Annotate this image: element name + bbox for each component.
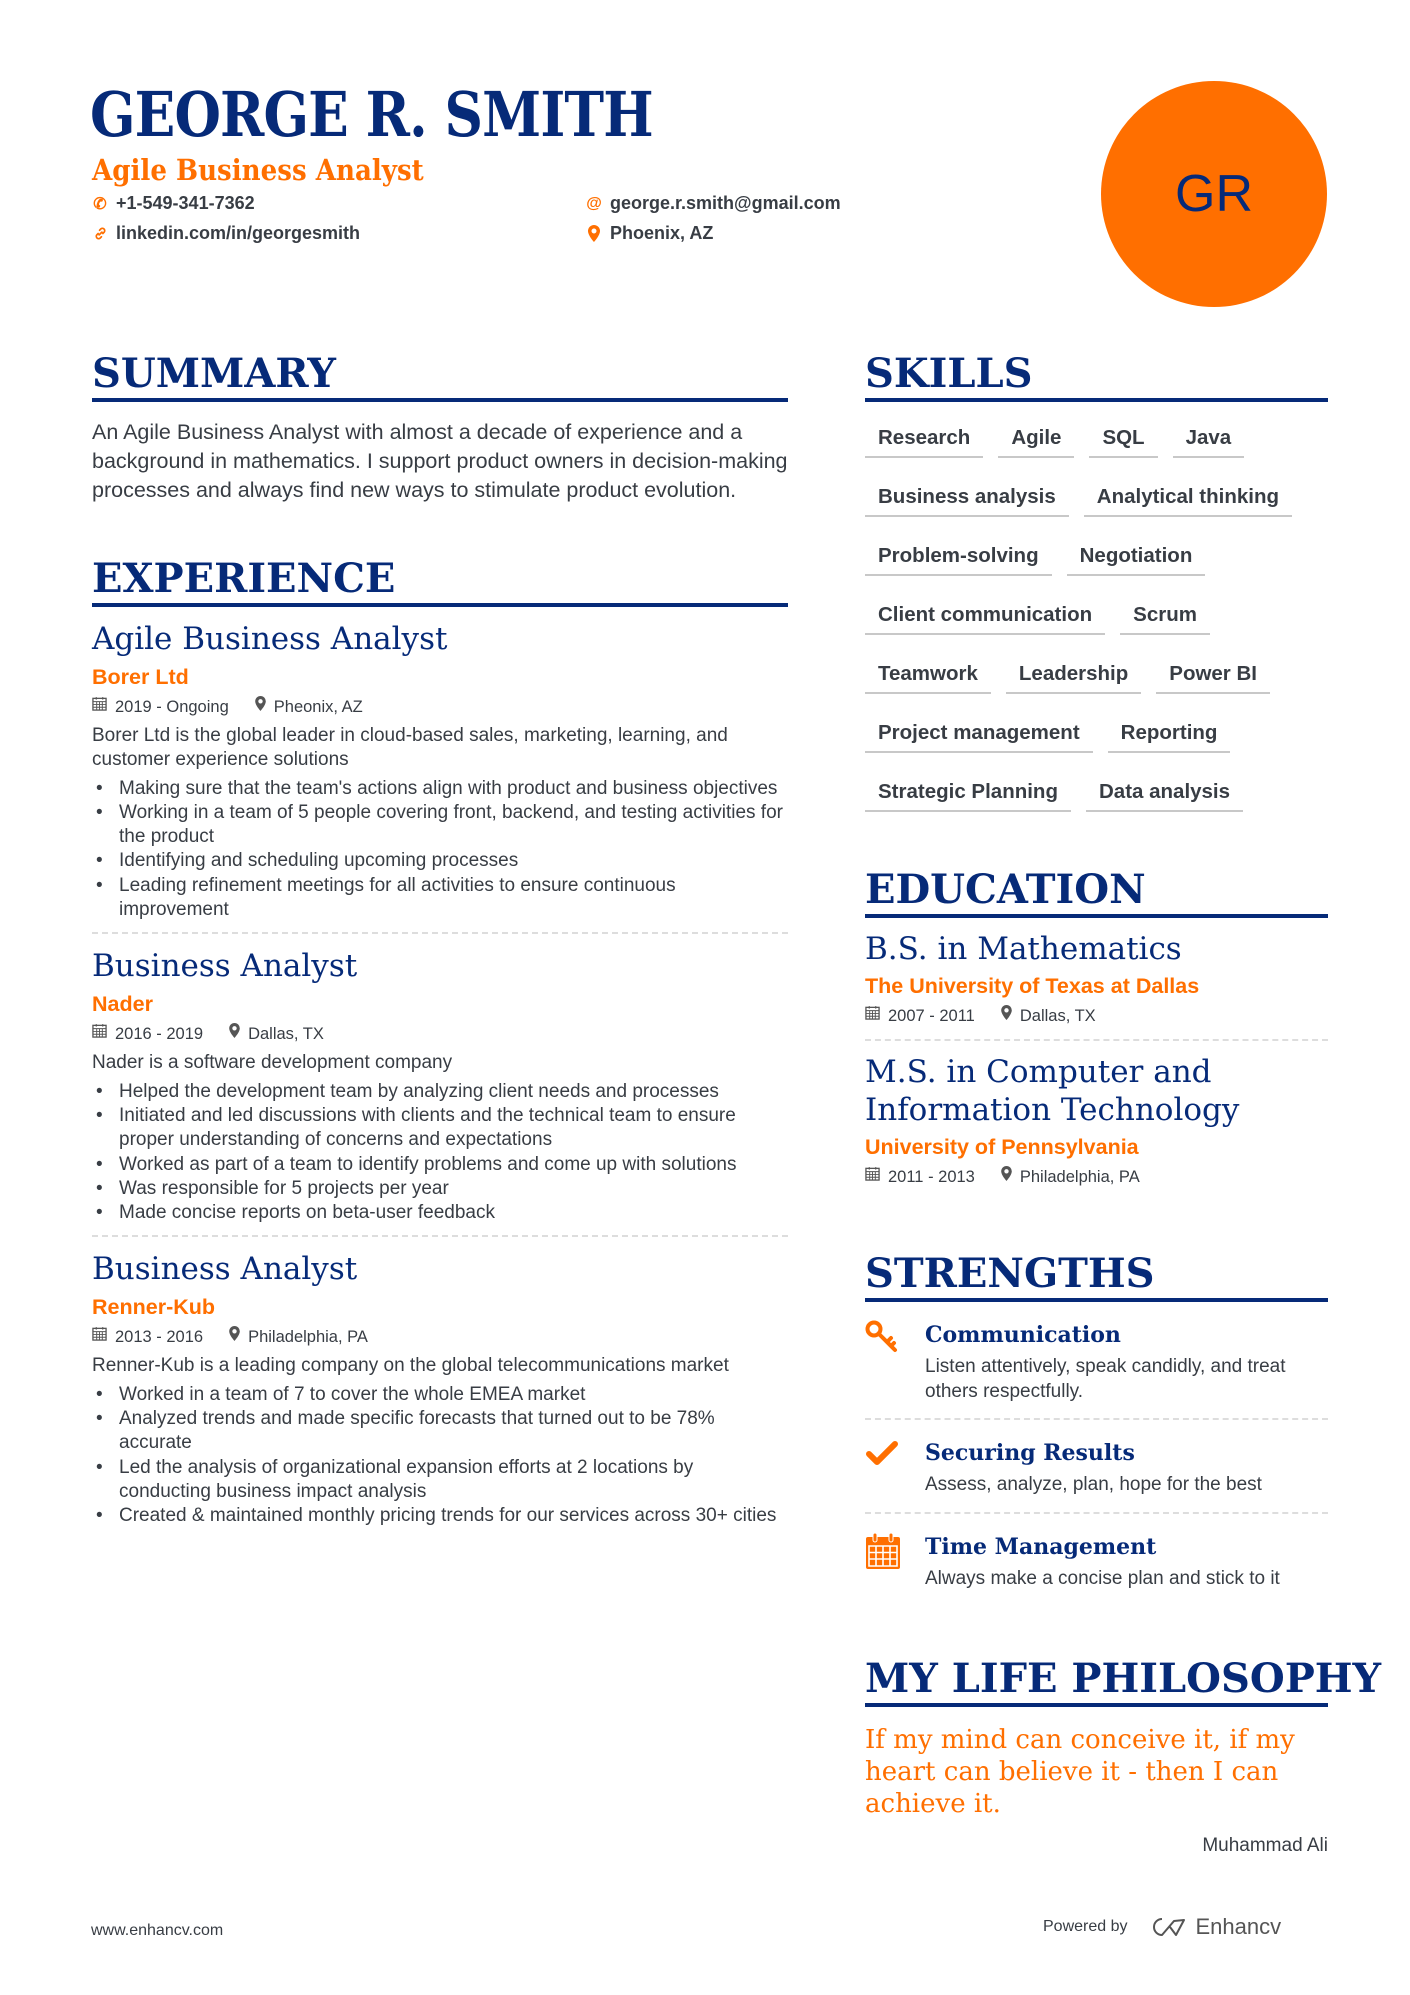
strengths-list: [865, 1302, 1328, 1605]
location: [255, 695, 363, 719]
skill-tag: SQL: [1089, 420, 1157, 458]
brand-name: Enhancv: [1195, 1914, 1282, 1939]
location-text: Pheonix, AZ: [273, 698, 363, 716]
right-column: [865, 350, 1382, 1858]
bullet-item: • Analyzed trends and made specific forecasts that turned out to be 78% accurate: [92, 1407, 788, 1456]
experience-list: [92, 619, 788, 1539]
location-pin-icon: [229, 1022, 240, 1046]
linkedin-text: linkedin.com/in/georgesmith: [116, 223, 361, 243]
footer-powered-by: [1043, 1914, 1281, 1940]
date-range: [92, 1022, 203, 1046]
strength-description: Assess, analyze, plan, hope for the best: [925, 1474, 1262, 1495]
company-name: Renner-Kub: [92, 1295, 216, 1320]
bullet-item: • Leading refinement meetings for all activities to ensure continuous improvement: [92, 874, 788, 923]
strength-title: Time Management: [925, 1533, 1157, 1560]
skill-tag: Reporting: [1108, 715, 1231, 753]
strength-item: [865, 1418, 1328, 1512]
school-name: The University of Texas at Dallas: [865, 974, 1200, 998]
skill-tag: Business analysis: [865, 479, 1069, 517]
philosophy-heading: MY LIFE PHILOSOPHY: [865, 1657, 1328, 1707]
skill-tag: Client communication: [865, 597, 1105, 635]
date-range: [865, 1165, 975, 1189]
skill-tag: Research: [865, 420, 983, 458]
skill-tag: Negotiation: [1067, 538, 1206, 576]
enhancv-logo-icon: [1150, 1916, 1188, 1938]
skill-tag: Power BI: [1156, 656, 1270, 694]
strength-title: Securing Results: [925, 1440, 1135, 1466]
skill-tag: Teamwork: [865, 656, 991, 694]
enhancv-logo[interactable]: [1150, 1914, 1282, 1940]
bullet-item: • Created & maintained monthly pricing trends for our services across 30+ cities: [92, 1504, 788, 1528]
calendar-icon: [865, 1165, 880, 1189]
location-pin-icon: [255, 695, 266, 719]
bullet-item: • Helped the development team by analyzing client needs and processes: [92, 1080, 788, 1104]
strength-body: [925, 1532, 1280, 1592]
location-pin-icon: [229, 1325, 240, 1349]
powered-by-label: Powered by: [1043, 1918, 1128, 1935]
meta-row: [92, 1022, 788, 1046]
job-bullets: [92, 1383, 788, 1529]
candidate-name: GEORGE R. SMITH: [90, 78, 653, 151]
bullet-item: • Initiated and led discussions with clients and the technical team to ensure proper understanding of concerns and expectations: [92, 1104, 788, 1153]
meta-row: [92, 695, 788, 719]
quote-author: Muhammad Ali: [1202, 1835, 1328, 1856]
bullet-item: • Led the analysis of organizational expansion efforts at 2 locations by conducting business impact analysis: [92, 1456, 788, 1505]
location: [229, 1022, 324, 1046]
skill-tag: Problem-solving: [865, 538, 1052, 576]
education-list: [865, 918, 1328, 1200]
bullet-item: • Was responsible for 5 projects per year: [92, 1177, 788, 1201]
job-entry: [92, 619, 788, 932]
calendar-icon: [865, 1532, 925, 1592]
checkmark-icon: [865, 1438, 925, 1498]
date-range: [92, 695, 229, 719]
avatar-initials: GR: [1101, 81, 1327, 307]
strength-body: [925, 1320, 1328, 1404]
calendar-icon: [92, 1022, 107, 1046]
link-icon: [92, 226, 108, 241]
footer-website-link[interactable]: www.enhancv.com: [91, 1922, 224, 1939]
skill-tag: Data analysis: [1086, 774, 1243, 812]
skills-heading: SKILLS: [865, 352, 1328, 402]
date-text: 2011 - 2013: [888, 1168, 975, 1186]
meta-row: [865, 1165, 1328, 1189]
candidate-title: Agile Business Analyst: [92, 153, 424, 187]
degree: M.S. in Computer and Information Technology: [865, 1054, 1240, 1128]
job-description: Nader is a software development company: [92, 1052, 453, 1074]
location: [1001, 1165, 1140, 1189]
job-description: Renner-Kub is a leading company on the global telecommunications market: [92, 1355, 729, 1377]
date-range: [92, 1325, 203, 1349]
skill-tag: Strategic Planning: [865, 774, 1071, 812]
calendar-icon: [92, 695, 107, 719]
date-text: 2007 - 2011: [888, 1007, 975, 1025]
job-entry: [92, 932, 788, 1235]
strength-body: [925, 1438, 1262, 1498]
skill-tag: Agile: [998, 420, 1074, 458]
summary-heading: SUMMARY: [92, 352, 788, 402]
skill-tag: Project management: [865, 715, 1093, 753]
bullet-item: • Making sure that the team's actions align with product and business objectives: [92, 777, 788, 801]
school-name: University of Pennsylvania: [865, 1135, 1139, 1159]
education-heading: EDUCATION: [865, 868, 1328, 918]
location-pin-icon: [1001, 1165, 1012, 1189]
location: [229, 1325, 368, 1349]
contact-linkedin[interactable]: [92, 223, 360, 244]
location-pin-icon: [1001, 1004, 1012, 1028]
date-range: [865, 1004, 975, 1028]
strength-description: Listen attentively, speak candidly, and treat others respectfully.: [925, 1356, 1286, 1402]
strengths-heading: STRENGTHS: [865, 1252, 1328, 1302]
summary-text: An Agile Business Analyst with almost a decade of experience and a background in mathematics. I support product owners in decision-making processes and always find new ways to stimulate product evolution.: [92, 420, 788, 502]
strength-title: Communication: [925, 1322, 1121, 1348]
location-text: Dallas, TX: [248, 1025, 324, 1044]
strength-description: Always make a concise plan and stick to it: [925, 1567, 1280, 1589]
location-text: Phoenix, AZ: [610, 223, 714, 243]
date-text: 2013 - 2016: [115, 1328, 204, 1347]
email-text: george.r.smith@gmail.com: [610, 193, 841, 213]
strength-item: [865, 1302, 1328, 1418]
location-text: Philadelphia, PA: [1019, 1168, 1140, 1186]
education-entry: [865, 1039, 1328, 1200]
contact-email[interactable]: [586, 193, 841, 214]
degree: B.S. in Mathematics: [865, 931, 1182, 967]
date-text: 2016 - 2019: [115, 1025, 204, 1044]
bullet-item: • Worked in a team of 7 to cover the whole EMEA market: [92, 1383, 788, 1407]
job-entry: [92, 1235, 788, 1538]
bullet-item: • Identifying and scheduling upcoming processes: [92, 849, 788, 873]
company-name: Borer Ltd: [92, 665, 189, 689]
job-title: Agile Business Analyst: [92, 621, 448, 657]
skill-tag: Java: [1173, 420, 1245, 458]
education-entry: [865, 918, 1328, 1039]
bullet-item: • Working in a team of 5 people covering front, backend, and testing activities for the product: [92, 801, 788, 850]
job-bullets: [92, 1080, 788, 1226]
phone-icon: ✆: [93, 195, 107, 213]
skills-list: [865, 420, 1328, 812]
left-column: [92, 352, 788, 1539]
job-description: Borer Ltd is the global leader in cloud-based sales, marketing, learning, and customer experience solutions: [92, 725, 728, 771]
bullet-item: • Made concise reports on beta-user feedback: [92, 1201, 788, 1225]
skill-tag: Analytical thinking: [1084, 479, 1292, 517]
location-text: Dallas, TX: [1019, 1007, 1096, 1025]
philosophy-quote: If my mind can conceive it, if my heart can believe it - then I can achieve it.: [865, 1725, 1295, 1819]
meta-row: [865, 1004, 1328, 1028]
location: [1001, 1004, 1096, 1028]
date-text: 2019 - Ongoing: [115, 698, 229, 716]
contact-phone[interactable]: [92, 193, 255, 214]
contact-location: [586, 223, 713, 244]
location-pin-icon: [586, 225, 602, 242]
experience-heading: EXPERIENCE: [92, 557, 788, 607]
skill-tag: Leadership: [1006, 656, 1141, 694]
phone-text: +1-549-341-7362: [116, 193, 255, 213]
key-icon: [865, 1320, 925, 1404]
job-title: Business Analyst: [92, 1251, 358, 1288]
job-bullets: [92, 777, 788, 923]
at-icon: @: [586, 194, 602, 212]
location-text: Philadelphia, PA: [248, 1328, 368, 1347]
strength-item: [865, 1512, 1328, 1606]
calendar-icon: [92, 1325, 107, 1349]
job-title: Business Analyst: [92, 948, 358, 985]
skill-tag: Scrum: [1120, 597, 1210, 635]
company-name: Nader: [92, 992, 153, 1017]
calendar-icon: [865, 1004, 880, 1028]
meta-row: [92, 1325, 788, 1349]
bullet-item: • Worked as part of a team to identify problems and come up with solutions: [92, 1153, 788, 1177]
